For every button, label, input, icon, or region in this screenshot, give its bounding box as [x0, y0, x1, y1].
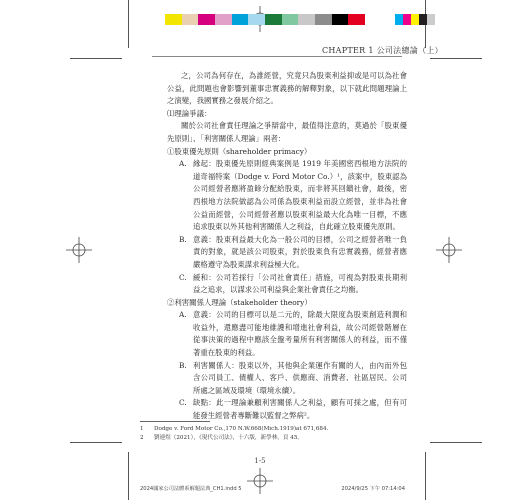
- color-bar: [165, 14, 365, 25]
- list-item: [179, 158, 407, 234]
- color-swatch: [198, 14, 215, 25]
- footnote-text: 劉連煜（2021），《現代公司法》，十六版，新學林，頁 45。: [154, 435, 303, 441]
- list-item-text: 意義：股東利益最大化為一般公司的目標，公司之經營者唯一負責的對象，就是該公司股東，對於股東負有忠實義務，經營者應嚴格遵守為股東謀求利益極大化。: [193, 234, 407, 269]
- list-item-text: 意義：公司的目標可以是二元的，除最大限度為股東創造利潤和收益外，還應盡可能地維護和增進社會利益，故公司經營階層在從事決策的過程中應該全盤考量所有利害關係人的利益，而不僅著重在股東的利益。: [193, 310, 407, 358]
- cmyk-swatch: [395, 14, 403, 25]
- color-swatch: [315, 14, 332, 25]
- footnote: [140, 434, 410, 443]
- list-item: [179, 309, 407, 359]
- intro-paragraph: 之，公司為何存在，為誰經營，究竟只為股東利益抑或是可以為社會公益，此問題也會影響到董事忠實義務的解釋對象，以下就此問題理論上之演變，我國實務之發展介紹之。: [167, 71, 407, 106]
- color-swatch: [182, 14, 199, 25]
- cmyk-swatch: [411, 14, 419, 25]
- subsection-heading-2: ②利害關係人理論（stakeholder theory）: [167, 297, 312, 307]
- header-rule: [152, 56, 402, 57]
- list-item: [179, 234, 407, 272]
- color-swatch: [248, 14, 265, 25]
- running-head: CHAPTER 1 公司法總論（上）: [321, 46, 443, 55]
- registration-mark-left: [66, 237, 92, 263]
- page-number: 1-5: [254, 457, 266, 465]
- cmyk-swatch: [419, 14, 427, 25]
- color-swatch: [332, 14, 349, 25]
- registration-mark-bottom: [247, 468, 273, 494]
- cmyk-swatch: [403, 14, 411, 25]
- list-item-text: 緣起：股東優先原則經典案例是 1919 年美國密西根地方法院的道奇福特案（Dodge v. Ford Motor Co.）¹，該案中，股東認為公司經營者應將盈餘分配給股東，而非將其回饋社會，最後，密西根地方法院做認為公司係為股東利益而設立經營，並非為社會公益而經營，公司經營者應以股東利益最大化為唯一目標，不應追求股東以外其他利害關係人之利益，自此確立股東優先原則。: [193, 159, 407, 232]
- list-marker: C.: [179, 272, 187, 282]
- crop-mark-top-right-h: [430, 58, 482, 59]
- list-marker: C.: [179, 398, 187, 408]
- slug-timestamp: 2024/9/25 下午 07:14:04: [341, 486, 405, 492]
- slug-filename: 2024國家公司法體系解題法典_CH1.indd 5: [140, 486, 242, 492]
- color-swatch: [265, 14, 282, 25]
- list-marker: B.: [179, 234, 187, 244]
- list-item-text: 缺點：此一理論兼顧利害關係人之利益，顧有可採之處，但有可能發生經營者專斷難以監督之弊病²。: [193, 398, 407, 421]
- color-swatch: [348, 14, 365, 25]
- color-swatch: [298, 14, 315, 25]
- section-heading: ⑴理論爭議：: [167, 108, 212, 118]
- footnote-number: 1: [140, 426, 144, 432]
- color-swatch: [165, 14, 182, 25]
- footnotes: [140, 425, 410, 443]
- list-marker: A.: [179, 159, 187, 169]
- subsection-1-items: [167, 158, 407, 297]
- crop-mark-bottom-right-h: [430, 442, 482, 443]
- cmyk-swatch: [427, 14, 435, 25]
- list-item: [179, 272, 407, 297]
- section-lead: 關於公司社會責任理論之爭辯當中，最值得注意的，莫過於「股東優先原則」、「利害關係人理論」兩者：: [167, 121, 407, 143]
- crop-mark-top-left-v: [128, 0, 129, 48]
- color-swatch: [232, 14, 249, 25]
- list-item-text: 利害關係人：股東以外，其他與企業運作有關的人，由內而外包含公司員工、債權人、客戶、供應商、消費者、社區居民、公司所處之區域及環境（環境永續）。: [193, 360, 407, 395]
- body-text: [167, 70, 407, 423]
- footnote-rule: [140, 421, 210, 422]
- color-swatch: [282, 14, 299, 25]
- registration-mark-right: [436, 237, 462, 263]
- list-item: [179, 360, 407, 398]
- list-marker: B.: [179, 360, 187, 370]
- color-swatch: [215, 14, 232, 25]
- cmyk-bar: [395, 14, 435, 25]
- subsection-heading-1: ①股東優先原則（shareholder primacy）: [167, 146, 312, 156]
- list-item-text: 緩和：公司若採行「公司社會責任」措施，可視為對股東長期利益之追求，以謀求公司利益與企業社會責任之均衡。: [193, 272, 407, 295]
- crop-mark-bottom-left-h: [70, 442, 122, 443]
- list-item: [179, 397, 407, 422]
- footnote: [140, 425, 410, 434]
- footnote-number: 2: [140, 435, 144, 441]
- list-marker: A.: [179, 310, 187, 320]
- crop-mark-top-left-h: [70, 58, 122, 59]
- subsection-2-items: [167, 309, 407, 422]
- footnote-text: Dodge v. Ford Motor Co.,170 N.W.668(Mich.1919)at 671,684.: [154, 426, 329, 432]
